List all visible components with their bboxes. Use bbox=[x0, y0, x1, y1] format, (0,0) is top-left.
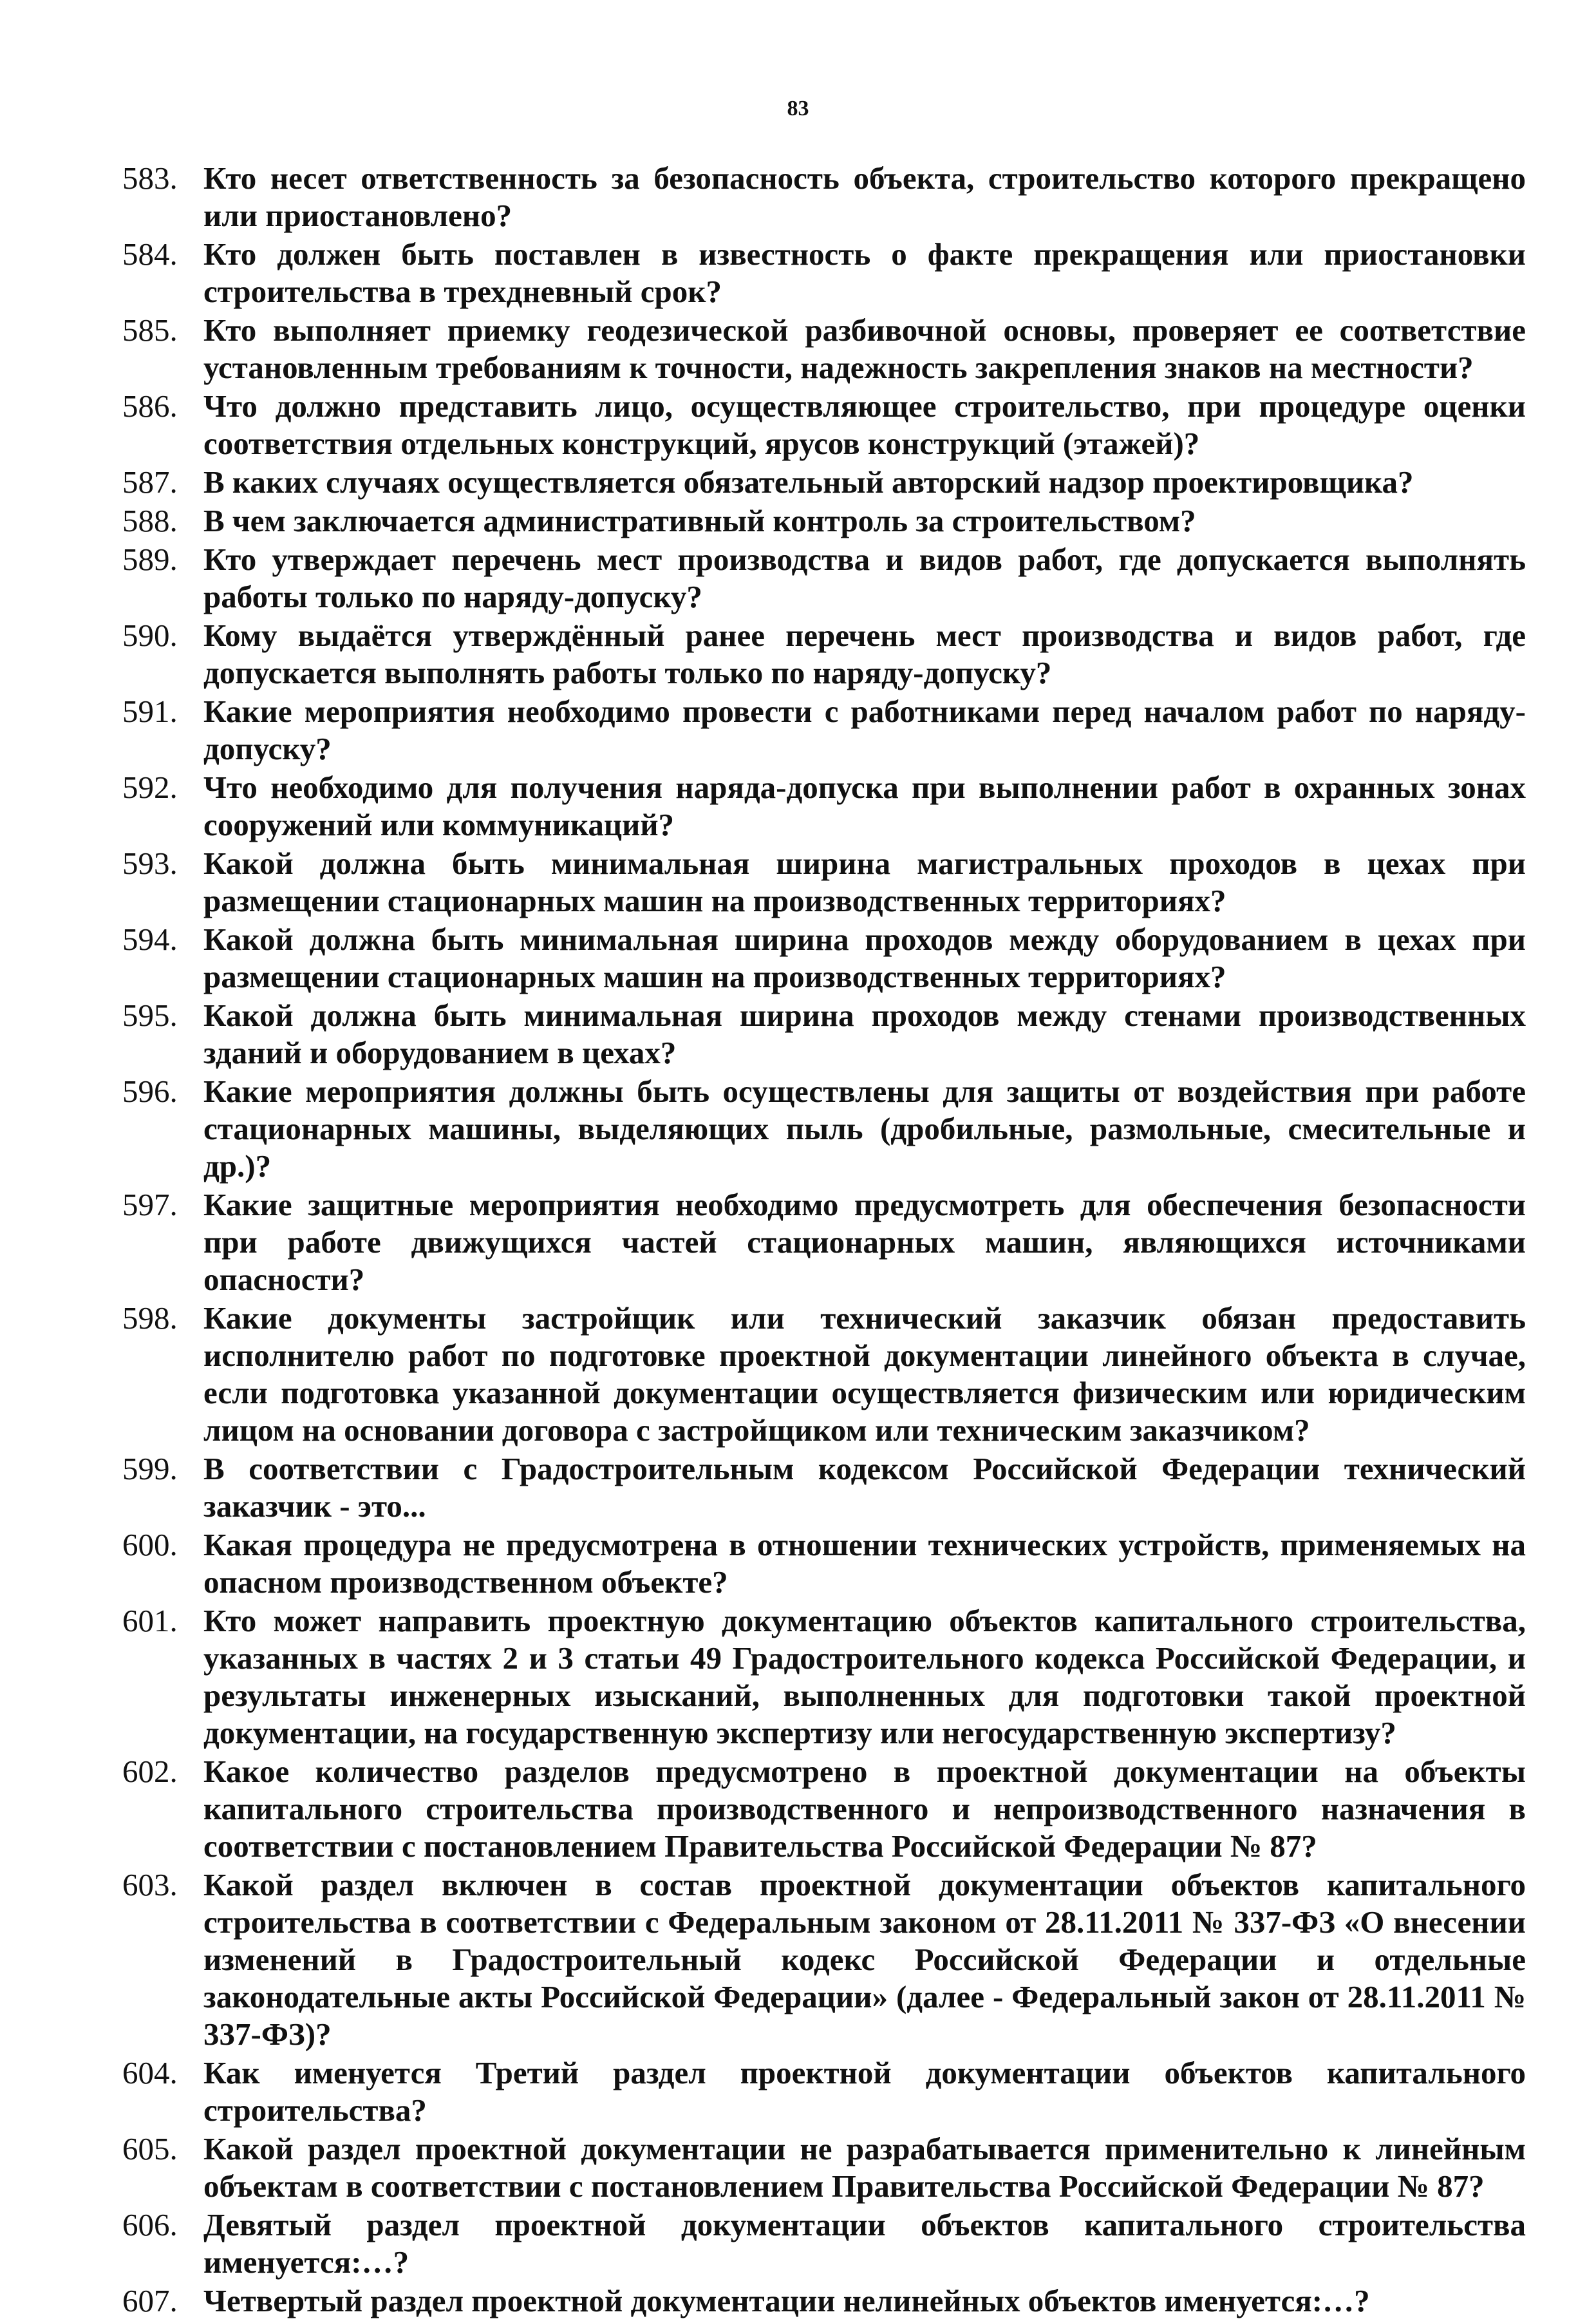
question-text: Какой должна быть минимальная ширина проходов между стенами производственных зданий и оборудованием в цехах? bbox=[203, 998, 1526, 1070]
question-number: 606. bbox=[122, 2207, 178, 2242]
list-item bbox=[122, 1753, 1526, 1865]
question-number: 595. bbox=[122, 998, 178, 1033]
question-text: Какие мероприятия должны быть осуществлены для защиты от воздействия при работе стационарных машины, выделяющих пыль (дробильные, размольные, смесительные и др.)? bbox=[203, 1074, 1526, 1184]
question-text: Какой раздел включен в состав проектной документации объектов капитального строительства в соответствии с Федеральным законом от 28.11.2011 № 337-ФЗ «О внесении изменений в Градостроительный кодекс Российской Федерации и отдельные законодательные акты Российской Федерации» (далее - Федеральный закон от 28.11.2011 № 337-ФЗ)? bbox=[203, 1867, 1526, 2052]
list-item bbox=[122, 160, 1526, 234]
list-item bbox=[122, 845, 1526, 920]
question-number: 588. bbox=[122, 503, 178, 538]
question-text: Что необходимо для получения наряда-допуска при выполнении работ в охранных зонах сооружений или коммуникаций? bbox=[203, 770, 1526, 842]
list-item bbox=[122, 312, 1526, 386]
question-text: Какие защитные мероприятия необходимо предусмотреть для обеспечения безопасности при работе движущихся частей стационарных машин, являющихся источниками опасности? bbox=[203, 1187, 1526, 1297]
question-number: 607. bbox=[122, 2283, 178, 2318]
list-item bbox=[122, 388, 1526, 462]
list-item bbox=[122, 1073, 1526, 1185]
question-text: Какой должна быть минимальная ширина проходов между оборудованием в цехах при размещении стационарных машин на производственных территориях? bbox=[203, 922, 1526, 994]
list-item bbox=[122, 1866, 1526, 2053]
question-number: 594. bbox=[122, 922, 178, 957]
question-text: Какое количество разделов предусмотрено в проектной документации на объекты капитального строительства производственного и непроизводственного назначения в соответствии с постановлением Правительства Российской Федерации № 87? bbox=[203, 1754, 1526, 1864]
question-number: 586. bbox=[122, 388, 178, 424]
question-text: Кто утверждает перечень мест производства и видов работ, где допускается выполнять работы только по наряду-допуску? bbox=[203, 542, 1526, 614]
list-item bbox=[122, 2282, 1526, 2320]
question-number: 602. bbox=[122, 1754, 178, 1789]
list-item bbox=[122, 921, 1526, 996]
list-item bbox=[122, 236, 1526, 310]
question-number: 604. bbox=[122, 2055, 178, 2090]
question-text: Кто несет ответственность за безопасность объекта, строительство которого прекращено или приостановлено? bbox=[203, 160, 1526, 233]
list-item bbox=[122, 617, 1526, 692]
question-text: Девятый раздел проектной документации объектов капитального строительства именуется:…? bbox=[203, 2207, 1526, 2280]
question-text: В чем заключается административный контроль за строительством? bbox=[203, 503, 1196, 538]
question-text: Кто может направить проектную документацию объектов капитального строительства, указанных в частях 2 и 3 статьи 49 Градостроительного кодекса Российской Федерации, и результаты инженерных изысканий, выполненных для подготовки такой проектной документации, на государственную экспертизу или негосударственную экспертизу? bbox=[203, 1603, 1526, 1750]
question-text: Какие документы застройщик или технический заказчик обязан предоставить исполнителю работ по подготовке проектной документации линейного объекта в случае, если подготовка указанной документации осуществляется физическим или юридическим лицом на основании договора с застройщиком или техническим заказчиком? bbox=[203, 1300, 1526, 1448]
question-text: Кто должен быть поставлен в известность о факте прекращения или приостановки строительства в трехдневный срок? bbox=[203, 236, 1526, 309]
question-number: 587. bbox=[122, 464, 178, 500]
list-item bbox=[122, 541, 1526, 616]
question-number: 591. bbox=[122, 694, 178, 729]
question-number: 597. bbox=[122, 1187, 178, 1222]
list-item bbox=[122, 2206, 1526, 2281]
list-item bbox=[122, 997, 1526, 1072]
question-number: 584. bbox=[122, 236, 178, 272]
list-item bbox=[122, 1300, 1526, 1449]
list-item bbox=[122, 464, 1526, 501]
question-number: 598. bbox=[122, 1300, 178, 1336]
question-list bbox=[122, 160, 1526, 2321]
question-number: 596. bbox=[122, 1074, 178, 1109]
question-number: 603. bbox=[122, 1867, 178, 1902]
question-number: 583. bbox=[122, 160, 178, 196]
question-number: 593. bbox=[122, 846, 178, 881]
question-number: 585. bbox=[122, 312, 178, 348]
list-item bbox=[122, 1186, 1526, 1298]
question-text: Какой должна быть минимальная ширина магистральных проходов в цехах при размещении стационарных машин на производственных территориях? bbox=[203, 846, 1526, 918]
question-number: 592. bbox=[122, 770, 178, 805]
question-text: Кому выдаётся утверждённый ранее перечень мест производства и видов работ, где допускается выполнять работы только по наряду-допуску? bbox=[203, 618, 1526, 690]
list-item bbox=[122, 1450, 1526, 1525]
question-text: Какой раздел проектной документации не разрабатывается применительно к линейным объектам в соответствии с постановлением Правительства Российской Федерации № 87? bbox=[203, 2131, 1526, 2204]
list-item bbox=[122, 693, 1526, 768]
list-item bbox=[122, 2130, 1526, 2205]
list-item bbox=[122, 502, 1526, 540]
question-number: 601. bbox=[122, 1603, 178, 1638]
question-number: 605. bbox=[122, 2131, 178, 2166]
page-number: 83 bbox=[787, 97, 809, 120]
question-number: 589. bbox=[122, 542, 178, 577]
question-number: 600. bbox=[122, 1527, 178, 1562]
question-text: Какая процедура не предусмотрена в отношении технических устройств, применяемых на опасном производственном объекте? bbox=[203, 1527, 1526, 1600]
list-item bbox=[122, 2054, 1526, 2129]
list-item bbox=[122, 769, 1526, 844]
question-text: Что должно представить лицо, осуществляющее строительство, при процедуре оценки соответствия отдельных конструкций, ярусов конструкций (этажей)? bbox=[203, 388, 1526, 461]
question-number: 599. bbox=[122, 1451, 178, 1486]
list-item bbox=[122, 1526, 1526, 1601]
question-text: Четвертый раздел проектной документации нелинейных объектов именуется:…? bbox=[203, 2283, 1370, 2318]
question-text: В каких случаях осуществляется обязательный авторский надзор проектировщика? bbox=[203, 464, 1414, 500]
question-text: В соответствии с Градостроительным кодексом Российской Федерации технический заказчик - это... bbox=[203, 1451, 1526, 1524]
question-text: Какие мероприятия необходимо провести с работниками перед началом работ по наряду-допуску? bbox=[203, 694, 1526, 766]
question-text: Как именуется Третий раздел проектной документации объектов капитального строительства? bbox=[203, 2055, 1526, 2128]
question-text: Кто выполняет приемку геодезической разбивочной основы, проверяет ее соответствие установленным требованиям к точности, надежность закрепления знаков на местности? bbox=[203, 312, 1526, 385]
list-item bbox=[122, 1602, 1526, 1752]
question-number: 590. bbox=[122, 618, 178, 653]
